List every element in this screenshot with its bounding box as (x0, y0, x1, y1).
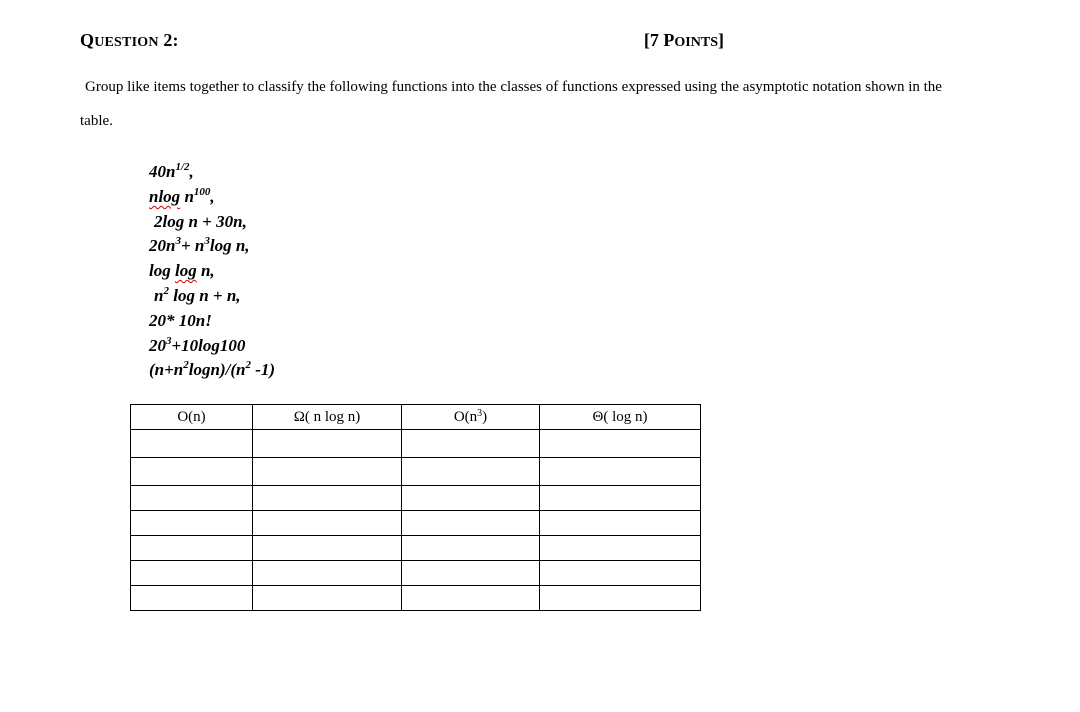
header-big-o-n-cubed-base: O(n (453, 408, 478, 425)
f2-exponent: 100 (193, 185, 211, 198)
question-title (80, 30, 179, 51)
f4-part-c: log n, (209, 236, 250, 256)
question-title-rest: UESTION (94, 35, 159, 50)
function-item-7 (149, 309, 275, 334)
instructions-paragraph (80, 70, 1000, 138)
table-cell[interactable] (540, 586, 701, 611)
f9-part-a: (n+n (149, 360, 184, 380)
table-cell[interactable] (253, 561, 402, 586)
instructions-line-1: Group like items together to classify the following functions into the classes of functions expressed using the asymptotic notation shown in the (85, 79, 942, 95)
header-big-o-n-cubed (402, 405, 540, 430)
table-cell[interactable] (540, 430, 701, 458)
function-item-2 (149, 185, 275, 210)
question-points (644, 30, 724, 51)
function-item-5 (149, 259, 275, 284)
table-cell[interactable] (540, 561, 701, 586)
table-cell[interactable] (131, 511, 253, 536)
table-row (131, 511, 701, 536)
header-big-o-n-cubed-tail: ) (482, 408, 488, 425)
f4-exponent-b: 3 (204, 235, 210, 248)
table-cell[interactable] (540, 486, 701, 511)
table-cell[interactable] (540, 511, 701, 536)
f5-part-a: log (149, 261, 175, 281)
f3-text: 2log n + 30n, (154, 211, 247, 231)
f8-exponent: 3 (166, 334, 172, 347)
table-cell[interactable] (131, 486, 253, 511)
f2-tail: , (210, 186, 215, 206)
table-cell[interactable] (253, 511, 402, 536)
table-cell[interactable] (253, 586, 402, 611)
question-header (80, 30, 724, 56)
table-cell[interactable] (402, 561, 540, 586)
f2-spellcheck-word: nlog (149, 186, 181, 206)
table-cell[interactable] (131, 458, 253, 486)
f5-spellcheck-word: log (174, 261, 197, 281)
table-cell[interactable] (402, 511, 540, 536)
points-rest: OINTS (674, 35, 718, 50)
header-omega-n-log-n: Ω( n log n) (253, 405, 402, 430)
f9-exponent-a: 2 (183, 359, 189, 372)
function-item-4 (149, 234, 275, 259)
f6-part-a: n (154, 285, 164, 305)
f2-base: n (180, 186, 194, 206)
table-cell[interactable] (253, 458, 402, 486)
f6-part-b: log n + n, (168, 285, 241, 305)
function-item-8 (149, 334, 275, 359)
table-row (131, 586, 701, 611)
function-list (149, 160, 275, 383)
f1-tail: , (189, 162, 194, 181)
question-title-number: 2: (158, 30, 179, 50)
f1-exponent: 1/2 (175, 161, 190, 173)
table-cell[interactable] (131, 586, 253, 611)
f8-part-b: +10log100 (171, 335, 246, 355)
table-cell[interactable] (402, 586, 540, 611)
table-cell[interactable] (131, 430, 253, 458)
points-open: [7 P (643, 30, 675, 50)
function-item-9 (149, 358, 275, 383)
f9-exponent-b: 2 (245, 359, 251, 372)
f8-part-a: 20 (149, 335, 166, 355)
table-cell[interactable] (253, 536, 402, 561)
table-cell[interactable] (402, 536, 540, 561)
function-item-3 (149, 210, 275, 235)
table-cell[interactable] (540, 458, 701, 486)
table-header-row (131, 405, 701, 430)
table-cell[interactable] (540, 536, 701, 561)
header-big-o-n: O(n) (131, 405, 253, 430)
instructions-line-2: table. (80, 113, 113, 129)
f6-exponent: 2 (163, 284, 169, 297)
table-body (131, 430, 701, 611)
table-row (131, 486, 701, 511)
table-row (131, 536, 701, 561)
function-item-6 (149, 284, 275, 309)
f5-part-c: n, (196, 261, 215, 281)
f4-exponent-a: 3 (175, 235, 181, 248)
table-cell[interactable] (402, 486, 540, 511)
table-cell[interactable] (402, 458, 540, 486)
header-theta-log-n: Θ( log n) (540, 405, 701, 430)
table-row (131, 458, 701, 486)
table-row (131, 430, 701, 458)
points-close: ] (718, 30, 724, 50)
table-cell[interactable] (131, 561, 253, 586)
function-item-1 (149, 160, 275, 185)
classification-table (130, 404, 701, 611)
table-cell[interactable] (253, 486, 402, 511)
table-row (131, 561, 701, 586)
f7-text: 20* 10n! (149, 310, 212, 330)
table-cell[interactable] (402, 430, 540, 458)
header-big-o-n-cubed-exponent: 3 (477, 407, 483, 419)
question-title-initial: Q (80, 30, 95, 50)
f4-part-a: 20n (149, 236, 176, 256)
table-cell[interactable] (253, 430, 402, 458)
f1-base: 40n (149, 162, 176, 181)
table-cell[interactable] (131, 536, 253, 561)
f4-part-b: + n (180, 236, 205, 256)
f9-part-b: logn)/(n (188, 360, 246, 380)
f9-part-c: -1) (250, 360, 276, 380)
